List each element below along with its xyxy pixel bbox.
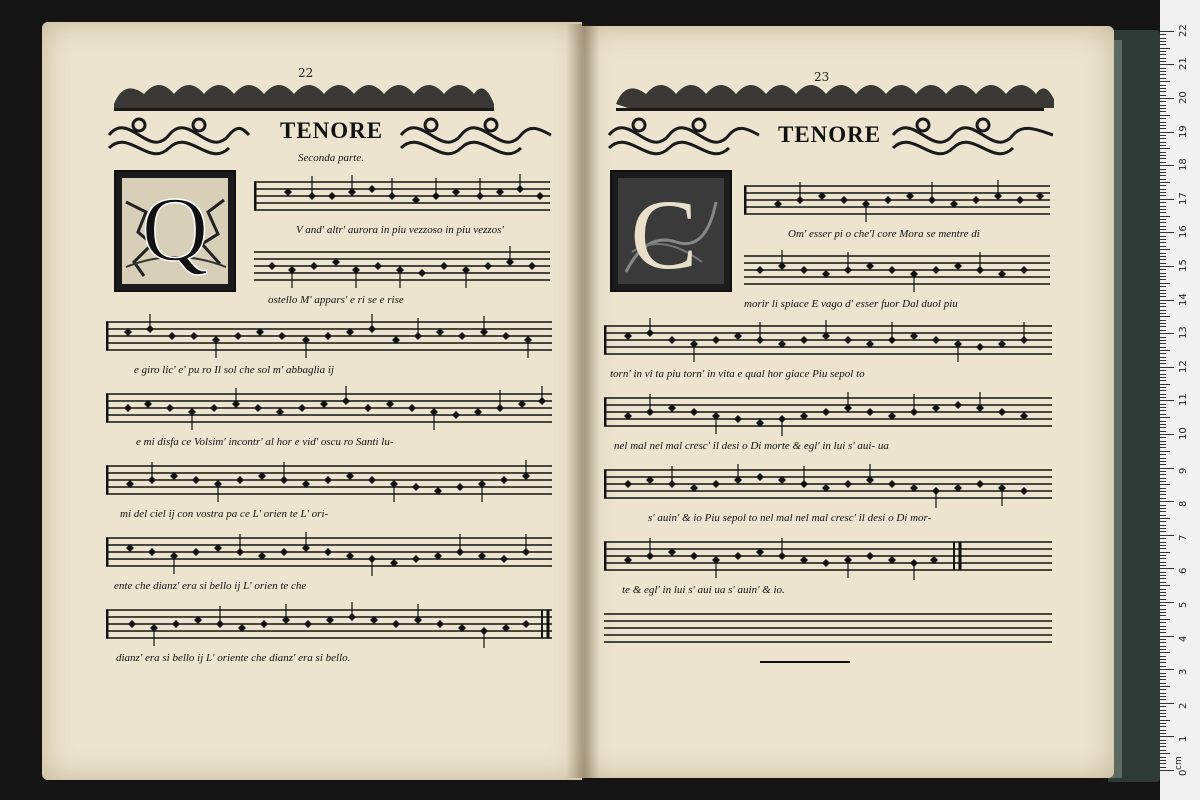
ruler-tick-minor [1160, 437, 1166, 438]
ruler-tick-minor [1160, 612, 1166, 613]
ruler-tick-minor [1160, 158, 1166, 159]
ruler-tick-major [1160, 31, 1174, 32]
ruler-tick-minor [1160, 484, 1170, 485]
ruler-tick-minor [1160, 619, 1170, 620]
ruler-tick-minor [1160, 646, 1166, 647]
ruler-tick-major [1160, 736, 1174, 737]
woodcut-initial-q [114, 170, 236, 292]
right-ornament-block [604, 110, 764, 160]
ruler-tick-minor [1160, 491, 1166, 492]
ruler-tick-minor [1160, 111, 1166, 112]
ruler-tick-minor [1160, 273, 1166, 274]
ruler-tick-minor [1160, 209, 1166, 210]
ruler-tick-minor [1160, 565, 1166, 566]
right-lyric-1: Om' esser pi o che'l core Mora se mentre di [788, 228, 980, 240]
ruler-tick-major [1160, 300, 1174, 301]
staff-right-3 [604, 316, 1052, 366]
ruler-tick-minor [1160, 296, 1166, 297]
ruler-tick-minor [1160, 454, 1166, 455]
ruler-label: 5 [1178, 601, 1189, 608]
ruler-tick-minor [1160, 226, 1166, 227]
ruler-label: 9 [1178, 467, 1189, 474]
ruler-tick-minor [1160, 723, 1166, 724]
ruler-tick-minor [1160, 343, 1166, 344]
ruler-tick-minor [1160, 374, 1166, 375]
ruler-tick-minor [1160, 236, 1166, 237]
ruler-tick-minor [1160, 279, 1166, 280]
ruler-tick-major [1160, 266, 1174, 267]
ruler-tick-minor [1160, 444, 1166, 445]
ruler-tick-minor [1160, 632, 1166, 633]
ruler-tick-minor [1160, 629, 1166, 630]
staff-left-2 [254, 242, 550, 292]
ruler-tick-minor [1160, 585, 1170, 586]
staff-right-5 [604, 460, 1052, 510]
ruler-tick-minor [1160, 622, 1166, 623]
ruler-label: 3 [1178, 668, 1189, 676]
ruler-tick-minor [1160, 458, 1166, 459]
ruler-tick-minor [1160, 753, 1170, 754]
ruler-tick-minor [1160, 91, 1166, 92]
ruler-tick-minor [1160, 313, 1166, 314]
ruler-tick-minor [1160, 720, 1170, 721]
ruler-tick-minor [1160, 108, 1166, 109]
ruler-tick-minor [1160, 306, 1166, 307]
right-lyric-2: morir li spiace E vago d' esser fuor Dal duol piu [744, 298, 958, 310]
ruler-tick-minor [1160, 548, 1166, 549]
staff-right-6 [604, 532, 1052, 582]
ruler-tick-major [1160, 64, 1174, 65]
ruler-tick-minor [1160, 575, 1166, 576]
ruler-tick-minor [1160, 122, 1166, 123]
ruler-tick-minor [1160, 572, 1166, 573]
ruler-tick-minor [1160, 148, 1170, 149]
ruler-label: 19 [1178, 124, 1189, 138]
ruler-label: 1 [1178, 736, 1189, 743]
ruler-tick-minor [1160, 562, 1166, 563]
ruler-tick-minor [1160, 337, 1166, 338]
ruler-tick-minor [1160, 58, 1166, 59]
ruler-tick-minor [1160, 659, 1166, 660]
ruler-tick-minor [1160, 71, 1166, 72]
ruler-tick-minor [1160, 515, 1166, 516]
ruler-tick-major [1160, 669, 1174, 670]
staff-right-1 [744, 176, 1050, 226]
ruler-label: 20 [1178, 91, 1189, 104]
ruler-tick-minor [1160, 511, 1166, 512]
ruler-tick-minor [1160, 303, 1166, 304]
ruler-tick-minor [1160, 142, 1166, 143]
ruler-label: 13 [1178, 326, 1189, 340]
ruler-tick-minor [1160, 716, 1166, 717]
ruler-tick-minor [1160, 377, 1166, 378]
ruler-tick-minor [1160, 286, 1166, 287]
ruler-tick-major [1160, 568, 1174, 569]
ruler-tick-minor [1160, 706, 1166, 707]
ruler-tick-minor [1160, 531, 1166, 532]
left-ornament-block [104, 110, 254, 160]
ruler-tick-minor [1160, 263, 1166, 264]
ruler-label: 4 [1178, 635, 1189, 642]
ruler-label: 0 [1178, 769, 1189, 776]
ruler-tick-minor [1160, 508, 1166, 509]
ruler-tick-minor [1160, 145, 1166, 146]
ruler-tick-minor [1160, 710, 1166, 711]
staff-left-4 [106, 384, 552, 434]
ruler-tick-minor [1160, 155, 1166, 156]
staff-right-4 [604, 388, 1052, 438]
ruler-tick-minor [1160, 269, 1166, 270]
staff-left-7 [106, 600, 552, 650]
ruler-tick-minor [1160, 404, 1166, 405]
ruler-tick-minor [1160, 68, 1166, 69]
right-voice-title: TENORE [778, 122, 882, 147]
ruler-tick-minor [1160, 242, 1166, 243]
ruler-tick-major [1160, 602, 1174, 603]
ruler-tick-minor [1160, 595, 1166, 596]
ruler-tick-minor [1160, 407, 1166, 408]
ruler-tick-minor [1160, 246, 1166, 247]
ruler-tick-major [1160, 703, 1174, 704]
ruler-tick-minor [1160, 222, 1166, 223]
ruler-tick-minor [1160, 498, 1166, 499]
ruler-tick-minor [1160, 666, 1166, 667]
ruler-tick-minor [1160, 179, 1166, 180]
left-lyric-3: e giro lic' e' pu ro Il sol che sol m' abbaglia ij [134, 364, 334, 376]
ruler-tick-minor [1160, 152, 1166, 153]
ruler-tick-minor [1160, 494, 1166, 495]
woodcut-initial-c [610, 170, 732, 292]
ruler-tick-minor [1160, 48, 1170, 49]
ruler-tick-minor [1160, 135, 1166, 136]
ruler-tick-minor [1160, 538, 1166, 539]
ruler-tick-minor [1160, 61, 1166, 62]
left-page-number: 22 [298, 66, 314, 80]
ruler-tick-major [1160, 501, 1174, 502]
ruler-tick-minor [1160, 175, 1166, 176]
ruler-label: 11 [1178, 393, 1189, 407]
left-lyric-5: mi del ciel ij con vostra pa ce L' orien te L' ori- [120, 508, 329, 520]
right-lyric-5: s' auin' & io Piu sepol to nel mal nel mal cresc' il desi o Di mor- [648, 512, 932, 524]
ruler-tick-minor [1160, 162, 1166, 163]
ruler-tick-minor [1160, 589, 1166, 590]
ruler-tick-minor [1160, 447, 1166, 448]
left-lyric-2: ostello M' appars' e ri se e rise [268, 294, 404, 306]
ruler-tick-minor [1160, 138, 1166, 139]
ruler-tick-minor [1160, 760, 1166, 761]
ruler-tick-minor [1160, 44, 1166, 45]
ruler-tick-minor [1160, 683, 1166, 684]
ruler-tick-minor [1160, 652, 1170, 653]
ruler-tick-minor [1160, 464, 1166, 465]
ruler-tick-minor [1160, 743, 1166, 744]
ruler-tick-minor [1160, 353, 1166, 354]
left-ornament-block-2 [396, 110, 556, 160]
ruler-tick-minor [1160, 105, 1166, 106]
ruler-label: 16 [1178, 225, 1189, 239]
ruler-label: 21 [1178, 57, 1189, 71]
ruler-tick-minor [1160, 293, 1166, 294]
left-page [42, 22, 582, 780]
ruler-tick-minor [1160, 206, 1166, 207]
book-gutter [566, 24, 600, 778]
ruler-tick-minor [1160, 38, 1166, 39]
ruler-tick-minor [1160, 256, 1166, 257]
right-lyric-6: te & egl' in lui s' aui ua s' auin' & io. [622, 584, 785, 596]
ruler-tick-minor [1160, 326, 1166, 327]
right-lyric-4: nel mal nel mal cresc' il desi o Di morte & egl' in lui s' aui- ua [614, 440, 889, 452]
ruler-tick-major [1160, 770, 1174, 771]
ruler-tick-major [1160, 199, 1174, 200]
woodcut-initial-letter: Q [141, 178, 209, 280]
ruler-tick-minor [1160, 740, 1166, 741]
ruler-tick-minor [1160, 414, 1166, 415]
ruler-tick-minor [1160, 216, 1170, 217]
staff-right-empty [604, 604, 1052, 650]
ruler-tick-minor [1160, 525, 1166, 526]
ruler-tick-minor [1160, 78, 1166, 79]
ruler-tick-minor [1160, 202, 1166, 203]
ruler-tick-minor [1160, 310, 1166, 311]
ruler-tick-minor [1160, 474, 1166, 475]
ruler-tick-minor [1160, 545, 1166, 546]
ruler-tick-minor [1160, 283, 1170, 284]
ruler-tick-minor [1160, 626, 1166, 627]
ruler-tick-minor [1160, 340, 1166, 341]
ruler-tick-minor [1160, 639, 1166, 640]
ruler-tick-minor [1160, 592, 1166, 593]
ruler-tick-minor [1160, 679, 1166, 680]
ruler-tick-minor [1160, 441, 1166, 442]
ruler-label: 22 [1178, 24, 1189, 37]
ruler-tick-minor [1160, 95, 1166, 96]
ruler-tick-minor [1160, 394, 1166, 395]
ruler-tick-major [1160, 400, 1174, 401]
ruler-tick-minor [1160, 125, 1166, 126]
ruler-tick-minor [1160, 259, 1166, 260]
ruler-tick-minor [1160, 461, 1166, 462]
ruler-tick-minor [1160, 542, 1166, 543]
ruler-tick-minor [1160, 323, 1166, 324]
ruler-tick-minor [1160, 276, 1166, 277]
ruler-tick-major [1160, 367, 1174, 368]
ruler-tick-minor [1160, 552, 1170, 553]
ruler-tick-minor [1160, 357, 1166, 358]
ruler-tick-minor [1160, 370, 1166, 371]
ruler-tick-minor [1160, 757, 1166, 758]
ruler-tick-minor [1160, 578, 1166, 579]
ruler-tick-minor [1160, 320, 1166, 321]
ruler-tick-minor [1160, 662, 1166, 663]
ruler-tick-minor [1160, 746, 1166, 747]
measurement-ruler [1160, 0, 1200, 800]
ruler-tick-minor [1160, 615, 1166, 616]
ruler-tick-minor [1160, 676, 1166, 677]
ruler-tick-major [1160, 434, 1174, 435]
ruler-tick-minor [1160, 51, 1166, 52]
ruler-tick-minor [1160, 521, 1166, 522]
ruler-tick-minor [1160, 686, 1170, 687]
ruler-tick-minor [1160, 488, 1166, 489]
ruler-tick-minor [1160, 397, 1166, 398]
ruler-label: 14 [1178, 292, 1189, 306]
ruler-tick-minor [1160, 330, 1166, 331]
ruler-tick-minor [1160, 189, 1166, 190]
ruler-tick-major [1160, 535, 1174, 536]
left-subtitle: Seconda parte. [298, 152, 364, 164]
ruler-label: 10 [1178, 427, 1189, 440]
ruler-tick-minor [1160, 555, 1166, 556]
ruler-label: 17 [1178, 192, 1189, 205]
ruler-tick-minor [1160, 767, 1166, 768]
ruler-tick-minor [1160, 384, 1170, 385]
ruler-label: 8 [1178, 500, 1189, 508]
ruler-tick-minor [1160, 750, 1166, 751]
left-lyric-4: e mi disfa ce Volsim' incontr' al hor e vid' oscu ro Santi lu- [136, 436, 394, 448]
ruler-tick-minor [1160, 316, 1170, 317]
ruler-tick-minor [1160, 219, 1166, 220]
ruler-tick-minor [1160, 172, 1166, 173]
ruler-label: 7 [1178, 534, 1189, 541]
ruler-tick-minor [1160, 649, 1166, 650]
right-closing-rule [760, 658, 850, 666]
ruler-tick-minor [1160, 481, 1166, 482]
ruler-tick-minor [1160, 169, 1166, 170]
ruler-label: 6 [1178, 568, 1189, 575]
ruler-tick-minor [1160, 88, 1166, 89]
ruler-tick-minor [1160, 730, 1166, 731]
ruler-tick-minor [1160, 696, 1166, 697]
ruler-tick-major [1160, 333, 1174, 334]
ruler-tick-minor [1160, 421, 1166, 422]
ruler-label: 15 [1178, 259, 1189, 272]
ruler-tick-minor [1160, 417, 1170, 418]
ruler-label: 18 [1178, 158, 1189, 172]
ruler-tick-minor [1160, 713, 1166, 714]
ruler-tick-minor [1160, 427, 1166, 428]
woodcut-initial-letter-c: C [630, 179, 698, 290]
ruler-tick-minor [1160, 656, 1166, 657]
ruler-tick-minor [1160, 642, 1166, 643]
ruler-tick-minor [1160, 424, 1166, 425]
ruler-tick-minor [1160, 195, 1166, 196]
ruler-tick-minor [1160, 673, 1166, 674]
ruler-label: 2 [1178, 702, 1189, 709]
ruler-tick-minor [1160, 212, 1166, 213]
ruler-tick-minor [1160, 101, 1166, 102]
ruler-tick-minor [1160, 599, 1166, 600]
ruler-tick-minor [1160, 253, 1166, 254]
ruler-tick-minor [1160, 689, 1166, 690]
ruler-tick-minor [1160, 518, 1170, 519]
left-voice-title: TENORE [280, 118, 384, 143]
ruler-tick-minor [1160, 34, 1166, 35]
ruler-tick-minor [1160, 182, 1170, 183]
ruler-tick-minor [1160, 347, 1166, 348]
right-lyric-3: torn' in vi ta piu torn' in vita e qual hor giace Piu sepol to [610, 368, 865, 380]
ruler-tick-minor [1160, 249, 1170, 250]
ruler-unit: cm [1174, 756, 1184, 770]
ruler-tick-minor [1160, 699, 1166, 700]
left-lyric-1: V and' altr' aurora in piu vezzoso in piu vezzos' [296, 224, 504, 236]
ruler-tick-minor [1160, 380, 1166, 381]
ruler-tick-minor [1160, 763, 1166, 764]
ruler-tick-minor [1160, 387, 1166, 388]
ruler-tick-minor [1160, 239, 1166, 240]
ruler-tick-minor [1160, 192, 1166, 193]
ruler-tick-minor [1160, 350, 1170, 351]
ruler-tick-minor [1160, 115, 1170, 116]
ruler-tick-major [1160, 468, 1174, 469]
ruler-tick-minor [1160, 390, 1166, 391]
ruler-tick-minor [1160, 478, 1166, 479]
staff-left-6 [106, 528, 552, 578]
ruler-tick-minor [1160, 693, 1166, 694]
ruler-tick-minor [1160, 81, 1170, 82]
ruler-tick-minor [1160, 733, 1166, 734]
ruler-tick-minor [1160, 410, 1166, 411]
ruler-tick-minor [1160, 558, 1166, 559]
left-lyric-6: ente che dianz' era si bello ij L' orien te che [114, 580, 307, 592]
staff-right-2 [744, 246, 1050, 296]
ruler-tick-major [1160, 165, 1174, 166]
ruler-tick-minor [1160, 726, 1166, 727]
ruler-tick-minor [1160, 128, 1166, 129]
ruler-tick-minor [1160, 431, 1166, 432]
ruler-tick-minor [1160, 505, 1166, 506]
right-ornament-block-2 [888, 110, 1058, 160]
ruler-tick-minor [1160, 74, 1166, 75]
ruler-tick-minor [1160, 41, 1166, 42]
ruler-tick-major [1160, 98, 1174, 99]
ruler-tick-major [1160, 132, 1174, 133]
ruler-tick-minor [1160, 290, 1166, 291]
ruler-tick-minor [1160, 360, 1166, 361]
ruler-tick-minor [1160, 85, 1166, 86]
right-page [582, 26, 1114, 778]
ruler-tick-minor [1160, 185, 1166, 186]
ruler-tick-minor [1160, 528, 1166, 529]
staff-left-3 [106, 312, 552, 362]
ruler-tick-minor [1160, 471, 1166, 472]
left-lyric-7: dianz' era si bello ij L' oriente che dianz' era si bello. [116, 652, 351, 664]
ruler-tick-minor [1160, 451, 1170, 452]
ruler-tick-minor [1160, 229, 1166, 230]
ruler-tick-major [1160, 636, 1174, 637]
staff-left-1 [254, 172, 550, 222]
ruler-tick-major [1160, 232, 1174, 233]
ruler-tick-minor [1160, 605, 1166, 606]
staff-left-5 [106, 456, 552, 506]
ruler-tick-minor [1160, 582, 1166, 583]
ruler-tick-minor [1160, 54, 1166, 55]
right-page-number: 23 [814, 70, 830, 84]
ruler-tick-minor [1160, 118, 1166, 119]
ruler-tick-minor [1160, 363, 1166, 364]
ruler-label: 12 [1178, 360, 1189, 373]
ruler-tick-minor [1160, 609, 1166, 610]
